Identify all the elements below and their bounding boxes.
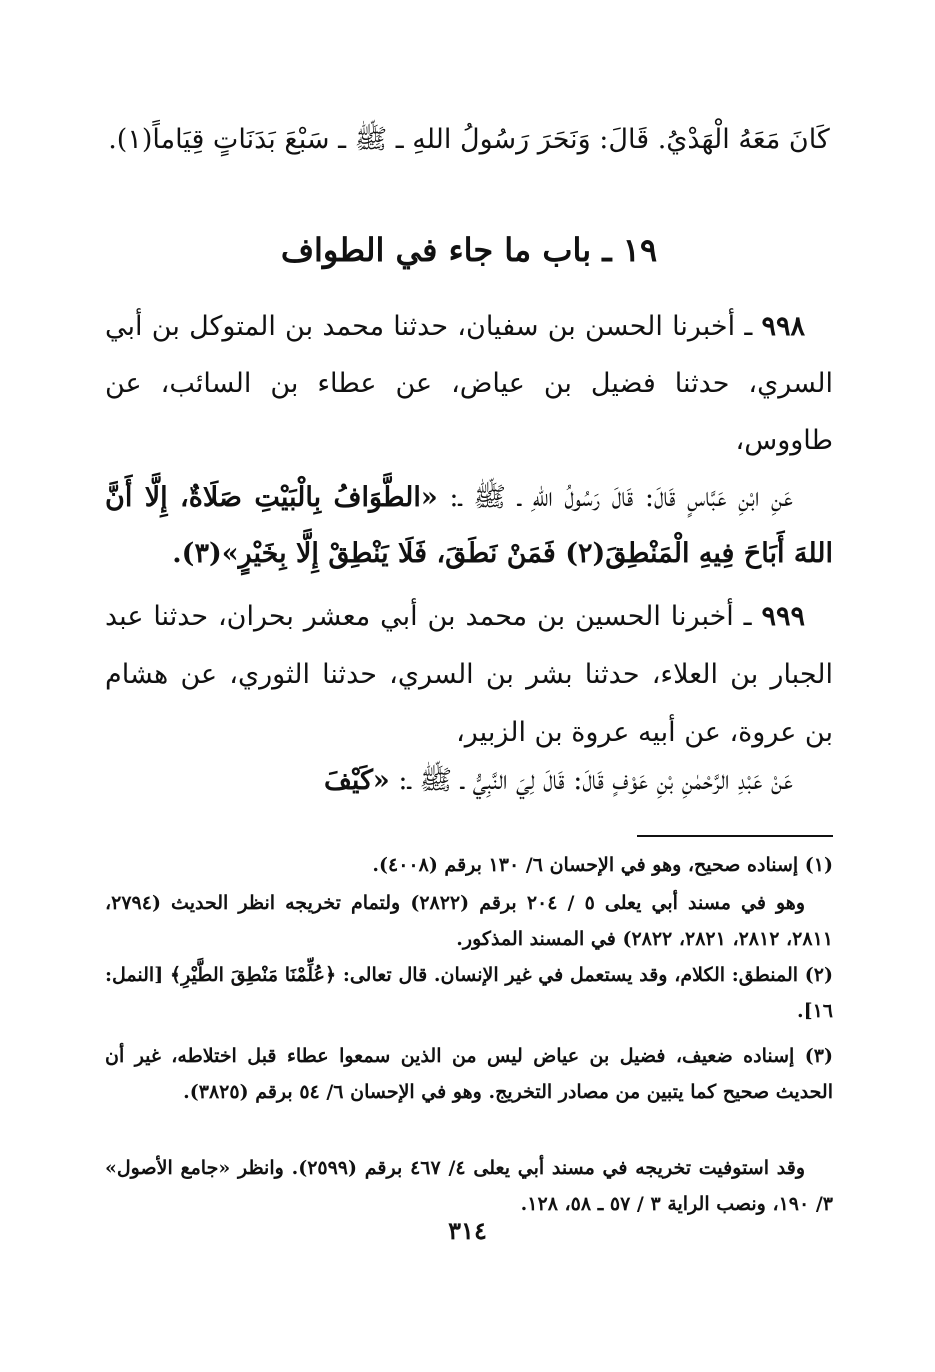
footnote-3-continuation [105,1150,833,1222]
chapter-title: ١٩ ـ باب ما جاء في الطواف [280,231,658,269]
page-number: ٣١٤ [448,1216,487,1245]
footnote-2: (٢) المنطق: الكلام، وقد يستعمل في غير الإنسان. قال تعالى: ﴿عُلِّمْنَا مَنْطِقَ الطَّيْرِ﴾ [النمل: ١٦]. [105,964,833,1022]
matn-text: «الطَّوَافُ بِالْبَيْتِ صَلَاةٌ، إِلَّا أَنَّ اللهَ أَبَاحَ فِيهِ الْمَنْطِقَ(٢) فَمَنْ نَطَقَ، فَلَا يَنْطِقْ إِلَّا بِخَيْرٍ»(٣). [105,482,833,569]
footnote-1-continuation [105,885,833,957]
continuation-line: كَانَ مَعَهُ الْهَدْيُ. قَالَ: وَنَحَرَ رَسُولُ اللهِ ـ ﷺ ـ سَبْعَ بَدَنَاتٍ قِيَاماً(١). [108,124,830,155]
footnote-3: (٣) إسناده ضعيف، فضيل بن عياض ليس من الذين سمعوا عطاء قبل اختلاطه، غير أن الحديث صحيح كما يتبين من مصادر التخريج. وهو في الإحسان ٦/ ٥٤ برقم (٣٨٢٥). [105,1045,833,1103]
footnote-3-text: وقد استوفيت تخريجه في مسند أبي يعلى ٤/ ٤٦٧ برقم (٢٥٩٩). وانظر «جامع الأصول» ٣/ ١٩٠، ونصب الراية ٣ / ٥٧ ـ ٥٨، ١٢٨. [105,1157,833,1215]
hadith-999-matn [105,752,833,810]
matn-intro: عَنْ عَبْدِ الرَّحْمٰنِ بْنِ عَوْفٍ قَالَ: قَالَ لِيَ النَّبِيُّ ـ ﷺ ـ: [398,765,793,796]
hadith-998-isnad [105,298,833,469]
footnote-1: (١) إسناده صحيح، وهو في الإحسان ٦/ ١٣٠ برقم (٤٠٠٨). [372,854,833,876]
hadith-998-matn [105,470,833,582]
hadith-999-isnad [105,588,833,762]
matn-intro: عَنِ ابْنِ عَبَّاسٍ قَالَ: قَالَ رَسُولُ اللهِ ـ ﷺ ـ: [449,482,793,513]
footnote-1-text: وهو في مسند أبي يعلى ٥ / ٢٠٤ برقم (٢٨٢٢) ولتمام تخريجه انظر الحديث (٢٧٩٤، ٢٨١١، ٢٨١٢، ٢٨٢١، ٢٨٢٢) في المسند المذكور. [105,892,833,950]
isnad-text: ـ أخبرنا الحسين بن محمد بن أبي معشر بحران، حدثنا عبد الجبار بن العلاء، حدثنا بشر بن السري، حدثنا الثوري، عن هشام بن عروة، عن أبيه عروة بن الزبير، [105,601,833,748]
matn-text: «كَيْفَ [323,765,390,796]
hadith-number: ٩٩٩ [761,601,805,632]
footnote-separator [637,835,833,837]
isnad-text: ـ أخبرنا الحسن بن سفيان، حدثنا محمد بن المتوكل بن أبي السري، حدثنا فضيل بن عياض، عن عطاء بن السائب، عن طاووس، [105,311,833,456]
hadith-number: ٩٩٨ [761,311,805,342]
